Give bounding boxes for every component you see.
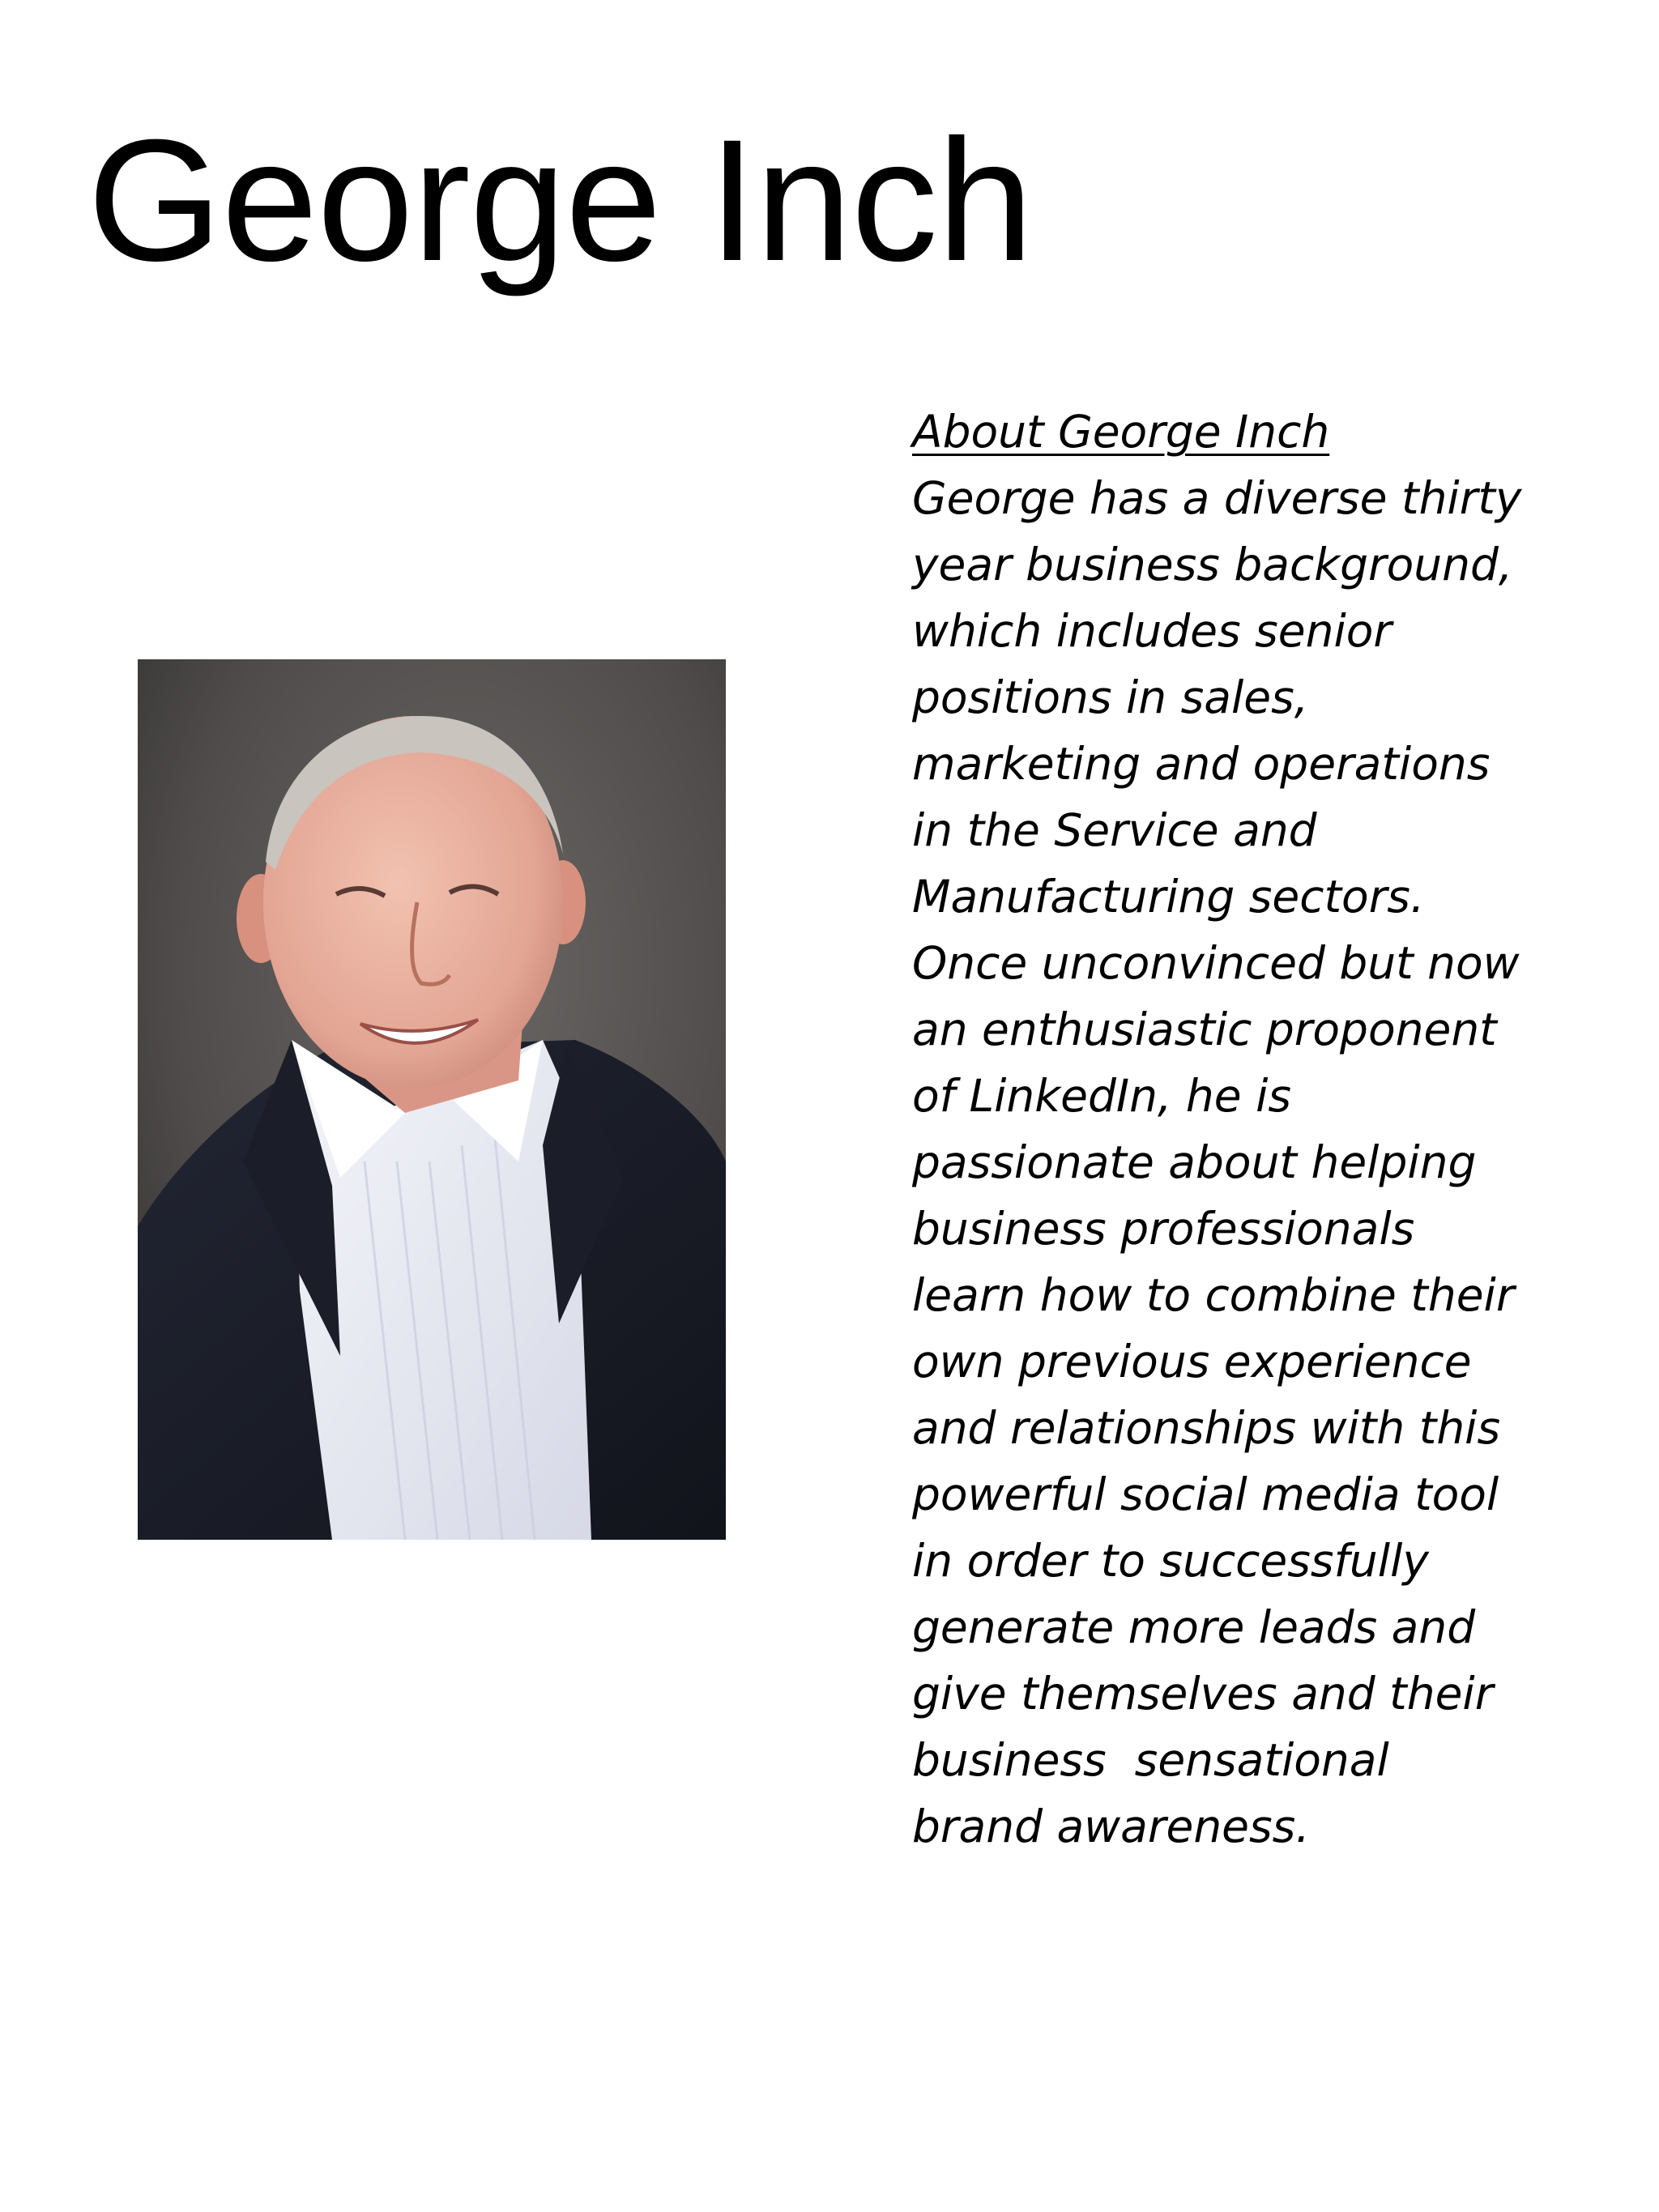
bio-line: powerful social media tool bbox=[912, 1468, 1499, 1520]
bio-line: generate more leads and bbox=[912, 1601, 1476, 1653]
bio-line: learn how to combine their bbox=[912, 1269, 1515, 1321]
bio-line: own previous experience bbox=[912, 1336, 1472, 1387]
bio-line: Manufacturing sectors. bbox=[912, 871, 1425, 923]
bio-heading: About George Inch bbox=[912, 406, 1330, 458]
bio-line: of LinkedIn, he is bbox=[912, 1070, 1292, 1122]
bio-line: business sensational bbox=[912, 1734, 1389, 1786]
page-title: George Inch bbox=[87, 104, 1033, 297]
bio-line: business professionals bbox=[912, 1203, 1415, 1255]
portrait-illustration bbox=[138, 659, 726, 1540]
bio-line: an enthusiastic proponent bbox=[912, 1004, 1497, 1055]
portrait-photo bbox=[138, 659, 726, 1540]
bio-line: which includes senior bbox=[912, 605, 1392, 657]
bio-line: and relationships with this bbox=[912, 1402, 1501, 1454]
bio-line: year business background, bbox=[912, 539, 1513, 590]
bio-line: positions in sales, bbox=[912, 671, 1309, 723]
bio-section bbox=[912, 399, 1560, 1860]
bio-line: passionate about helping bbox=[912, 1136, 1477, 1188]
bio-line: marketing and operations bbox=[912, 738, 1491, 790]
bio-line: in order to successfully bbox=[912, 1535, 1429, 1587]
bio-line: give themselves and their bbox=[912, 1668, 1494, 1720]
bio-line: brand awareness. bbox=[912, 1801, 1310, 1852]
bio-line: George has a diverse thirty bbox=[912, 472, 1522, 524]
bio-line: Once unconvinced but now bbox=[912, 937, 1520, 989]
bio-line: in the Service and bbox=[912, 804, 1317, 856]
